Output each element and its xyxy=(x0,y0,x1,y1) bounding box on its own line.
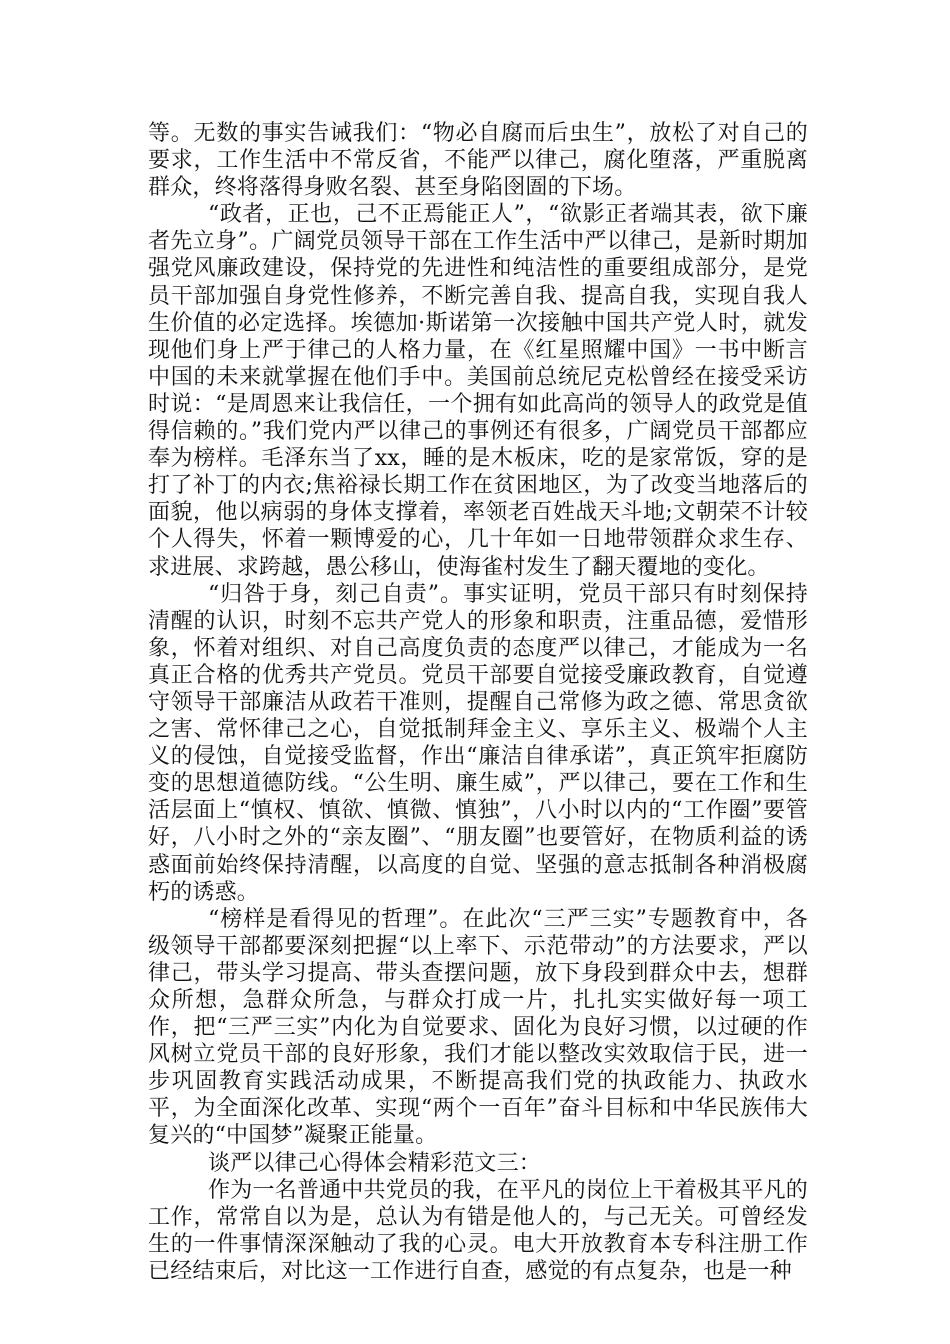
paragraph-bangyang: “榜样是看得见的哲理”。在此次“三严三实”专题教育中，各级领导干部都要深刻把握“以上率下、示范带动”的方法要求，严以律己，带头学习提高、带头查摆问题，放下身段到群众中去，想群众所想，急群众所急，与群众打成一片，扎扎实实做好每一项工作，把“三严三实”内化为自觉要求、固化为良好习惯，以过硬的作风树立党员干部的良好形象，我们才能以整改实效取信于民，进一步巩固教育实践活动成果，不断提高我们党的执政能力、执政水平，为全面深化改革、实现“两个一百年”奋斗目标和中华民族伟大复兴的“中国梦”凝聚正能量。 xyxy=(148,906,808,1149)
paragraph-guijiu: “归咎于身，刻己自责”。事实证明，党员干部只有时刻保持清醒的认识，时刻不忘共产党人的形象和职责，注重品德，爱惜形象，怀着对组织、对自己高度负责的态度严以律己，才能成为一名真正合格的优秀共产党员。党员干部要自觉接受廉政教育，自觉遵守领导干部廉洁从政若干准则，提醒自己常修为政之德、常思贪欲之害、常怀律己之心，自觉抵制拜金主义、享乐主义、极端个人主义的侵蚀，自觉接受监督，作出“廉洁自律承诺”，真正筑牢拒腐防变的思想道德防线。“公生明、廉生威”，严以律己，要在工作和生活层面上“慎权、慎欲、慎微、慎独”，八小时以内的“工作圈”要管好，八小时之外的“亲友圈”、“朋友圈”也要管好，在物质利益的诱惑面前始终保持清醒，以高度的自觉、坚强的意志抵制各种消极腐朽的诱惑。 xyxy=(148,581,808,905)
paragraph-zhengzhe: “政者，正也，己不正焉能正人”，“欲影正者端其表，欲下廉者先立身”。广阔党员领导干部在工作生活中严以律己，是新时期加强党风廉政建设，保持党的先进性和纯洁性的重要组成部分，是党员干部加强自身党性修养，不断完善自我、提高自我，实现自我人生价值的必定选择。埃德加·斯诺第一次接触中国共产党人时，就发现他们身上严于律己的人格力量，在《红星照耀中国》一书中断言中国的未来就掌握在他们手中。美国前总统尼克松曾经在接受采访时说：“是周恩来让我信任，一个拥有如此高尚的领导人的政党是值得信赖的。”我们党内严以律己的事例还有很多，广阔党员干部都应奉为榜样。毛泽东当了xx，睡的是木板床，吃的是家常饭，穿的是打了补丁的内衣;焦裕禄长期工作在贫困地区，为了改变当地落后的面貌，他以病弱的身体支撑着，率领老百姓战天斗地;文朝荣不计较个人得失，怀着一颗博爱的心，几十年如一日地带领群众求生存、求进展、求跨越，愚公移山，使海雀村发生了翻天覆地的变化。 xyxy=(148,202,808,580)
document-page xyxy=(148,120,808,1285)
section-heading: 谈严以律己心得体会精彩范文三： xyxy=(208,1150,542,1176)
paragraph-fanwen-three: 作为一名普通中共党员的我，在平凡的岗位上干着极其平凡的工作，常常自以为是，总认为有错是他人的，与己无关。可曾经发生的一件事情深深触动了我的心灵。电大开放教育本专科注册工作已经结束后，对比这一工作进行自查，感觉的有点复杂，也是一种 xyxy=(148,1177,808,1284)
paragraph-continued: 等。无数的事实告诫我们：“物必自腐而后虫生”，放松了对自己的要求，工作生活中不常反省，不能严以律己，腐化堕落，严重脱离群众，终将落得身败名裂、甚至身陷囹圄的下场。 xyxy=(148,121,808,201)
